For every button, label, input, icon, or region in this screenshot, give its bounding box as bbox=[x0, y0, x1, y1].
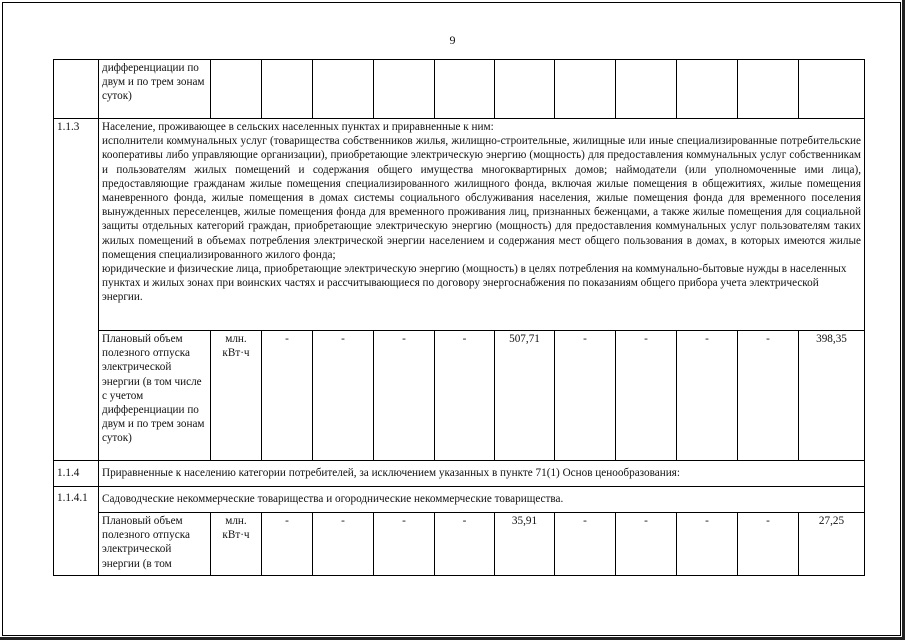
value-cell: 35,91 bbox=[495, 513, 555, 576]
row-label: Плановый объем полезного отпуска электрической энергии (в том числе с учетом дифференциации по двум и по трем зонам суток) bbox=[99, 331, 211, 461]
section-1141-number: 1.1.4.1 bbox=[54, 487, 99, 576]
row-label: Плановый объем полезного отпуска электрической энергии (в том bbox=[99, 513, 211, 576]
section-114-number: 1.1.4 bbox=[54, 461, 99, 487]
page-number: 9 bbox=[449, 33, 456, 47]
empty-cell bbox=[435, 60, 495, 119]
empty-cell bbox=[313, 60, 374, 119]
value-cell: - bbox=[616, 513, 677, 576]
row-label-fragment: дифференциации по двум и по трем зонам суток) bbox=[99, 60, 211, 119]
section-113-heading: Население, проживающее в сельских населенных пунктах и приравненные к ним: bbox=[102, 121, 494, 133]
value-cell: - bbox=[262, 513, 313, 576]
empty-cell bbox=[555, 60, 616, 119]
section-113-paragraph-2: юридические и физические лица, приобретающие электрическую энергию (мощность) в целях потребления на коммунально-бытовые нужды в населенных пунктах и жилых зонах при воинских частях и рассчитывающиеся по договору энергоснабжения по показаниям общего прибора учета электрической энергии. bbox=[102, 263, 847, 304]
empty-cell bbox=[495, 60, 555, 119]
empty-cell bbox=[211, 60, 262, 119]
value-cell: - bbox=[374, 331, 435, 461]
value-cell: - bbox=[435, 331, 495, 461]
tariff-table bbox=[53, 59, 865, 576]
section-1141-text: Садоводческие некоммерческие товарищества и огороднические некоммерческие товарищества. bbox=[99, 487, 865, 513]
value-cell: 507,71 bbox=[495, 331, 555, 461]
empty-cell bbox=[262, 60, 313, 119]
value-cell: - bbox=[374, 513, 435, 576]
empty-cell bbox=[374, 60, 435, 119]
value-cell: - bbox=[262, 331, 313, 461]
unit-cell: млн. кВт·ч bbox=[211, 331, 262, 461]
value-cell: - bbox=[555, 331, 616, 461]
empty-cell bbox=[799, 60, 865, 119]
value-cell: 398,35 bbox=[799, 331, 865, 461]
value-cell: - bbox=[738, 331, 799, 461]
table-row-113-volume bbox=[54, 331, 865, 461]
value-cell: - bbox=[555, 513, 616, 576]
value-cell: - bbox=[313, 513, 374, 576]
value-cell: - bbox=[677, 513, 738, 576]
value-cell: - bbox=[313, 331, 374, 461]
empty-cell bbox=[738, 60, 799, 119]
section-114-row bbox=[54, 461, 865, 487]
section-1141-description-row bbox=[54, 487, 865, 513]
value-cell: - bbox=[738, 513, 799, 576]
table-row-fragment bbox=[54, 60, 865, 119]
value-cell: 27,25 bbox=[799, 513, 865, 576]
section-113-paragraph-1: исполнители коммунальных услуг (товарищества собственников жилья, жилищно-строительные, жилищные или иные специализированные потребительские кооперативы либо управляющие организации), приобретающие электрическую энергию (мощность) для предоставления коммунальных услуг собственникам и пользователям жилых помещений и содержания общего имущества многоквартирных домов; наймодатели (или уполномоченные ими лица), предоставляющие гражданам жилые помещения специализированного жилищного фонда, включая жилые помещения в общежитиях, жилые помещения маневренного фонда, жилые помещения в домах системы социального обслуживания населения, жилые помещения фонда для временного поселения вынужденных переселенцев, жилые помещения фонда для временного проживания лиц, признанных беженцами, а также жилые помещения для социальной защиты отдельных категорий граждан, приобретающие электрическую энергию (мощность) для предоставления коммунальных услуг пользователям таких жилых помещений в объемах потребления электрической энергии населением и содержания мест общего пользования в домах, в которых имеются жилые помещения специализированного жилого фонда; bbox=[102, 135, 861, 261]
section-113-description bbox=[99, 119, 865, 331]
number-cell bbox=[54, 60, 99, 119]
table-row-1141-volume bbox=[54, 513, 865, 576]
section-113-description-row bbox=[54, 119, 865, 331]
empty-cell bbox=[616, 60, 677, 119]
section-114-text: Приравненные к населению категории потребителей, за исключением указанных в пункте 71(1) Основ ценообразования: bbox=[99, 461, 865, 487]
section-113-number: 1.1.3 bbox=[54, 119, 99, 461]
unit-cell: млн. кВт·ч bbox=[211, 513, 262, 576]
empty-cell bbox=[677, 60, 738, 119]
value-cell: - bbox=[616, 331, 677, 461]
value-cell: - bbox=[677, 331, 738, 461]
value-cell: - bbox=[435, 513, 495, 576]
